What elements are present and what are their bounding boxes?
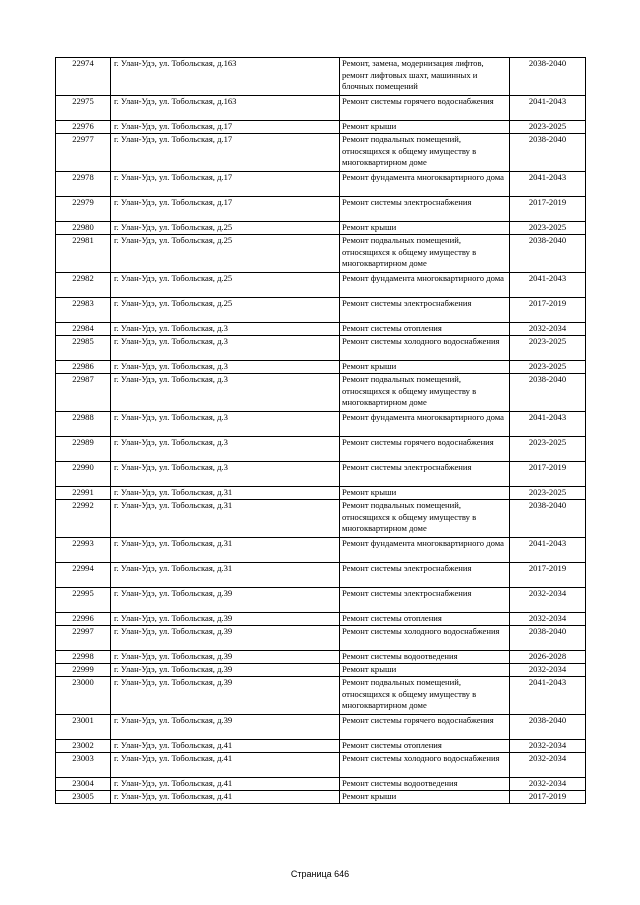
row-number: 22992: [56, 500, 111, 538]
row-work-type: Ремонт подвальных помещений, относящихся к общему имуществу в многоквартирном доме: [340, 500, 510, 538]
row-work-type: Ремонт крыши: [340, 791, 510, 804]
table-row: [56, 361, 586, 374]
row-period: 2038-2040: [510, 58, 586, 96]
row-number: 22991: [56, 487, 111, 500]
row-number: 22979: [56, 197, 111, 222]
table-row: [56, 273, 586, 298]
table-row: [56, 58, 586, 96]
row-address: г. Улан-Удэ, ул. Тобольская, д.31: [111, 538, 340, 563]
row-work-type: Ремонт крыши: [340, 361, 510, 374]
row-number: 22988: [56, 412, 111, 437]
row-period: 2032-2034: [510, 778, 586, 791]
table-row: [56, 222, 586, 235]
row-number: 22976: [56, 121, 111, 134]
table-row: [56, 336, 586, 361]
row-work-type: Ремонт системы электроснабжения: [340, 588, 510, 613]
row-address: г. Улан-Удэ, ул. Тобольская, д.39: [111, 626, 340, 651]
table-row: [56, 651, 586, 664]
row-period: 2023-2025: [510, 487, 586, 500]
table-row: [56, 197, 586, 222]
row-address: г. Улан-Удэ, ул. Тобольская, д.25: [111, 222, 340, 235]
row-number: 22995: [56, 588, 111, 613]
row-period: 2041-2043: [510, 273, 586, 298]
table-row: [56, 715, 586, 740]
row-work-type: Ремонт подвальных помещений, относящихся к общему имуществу в многоквартирном доме: [340, 235, 510, 273]
row-address: г. Улан-Удэ, ул. Тобольская, д.39: [111, 588, 340, 613]
row-period: 2026-2028: [510, 651, 586, 664]
row-period: 2041-2043: [510, 96, 586, 121]
table-row: [56, 588, 586, 613]
row-address: г. Улан-Удэ, ул. Тобольская, д.39: [111, 651, 340, 664]
row-address: г. Улан-Удэ, ул. Тобольская, д.31: [111, 500, 340, 538]
row-work-type: Ремонт, замена, модернизация лифтов, ремонт лифтовых шахт, машинных и блочных помещений: [340, 58, 510, 96]
row-period: 2041-2043: [510, 412, 586, 437]
row-period: 2032-2034: [510, 588, 586, 613]
row-number: 22984: [56, 323, 111, 336]
table-row: [56, 677, 586, 715]
table-row: [56, 626, 586, 651]
row-number: 23002: [56, 740, 111, 753]
row-number: 22986: [56, 361, 111, 374]
row-period: 2023-2025: [510, 336, 586, 361]
row-number: 22975: [56, 96, 111, 121]
row-address: г. Улан-Удэ, ул. Тобольская, д.3: [111, 462, 340, 487]
row-period: 2038-2040: [510, 235, 586, 273]
row-work-type: Ремонт системы электроснабжения: [340, 197, 510, 222]
table-row: [56, 563, 586, 588]
row-address: г. Улан-Удэ, ул. Тобольская, д.3: [111, 437, 340, 462]
table-row: [56, 121, 586, 134]
table-row: [56, 323, 586, 336]
row-work-type: Ремонт системы холодного водоснабжения: [340, 336, 510, 361]
table-row: [56, 778, 586, 791]
row-address: г. Улан-Удэ, ул. Тобольская, д.25: [111, 235, 340, 273]
row-work-type: Ремонт подвальных помещений, относящихся к общему имуществу в многоквартирном доме: [340, 134, 510, 172]
works-table: [55, 57, 586, 804]
row-period: 2023-2025: [510, 437, 586, 462]
row-number: 22996: [56, 613, 111, 626]
row-number: 22993: [56, 538, 111, 563]
row-work-type: Ремонт системы горячего водоснабжения: [340, 715, 510, 740]
table-row: [56, 664, 586, 677]
row-period: 2017-2019: [510, 791, 586, 804]
row-work-type: Ремонт системы электроснабжения: [340, 462, 510, 487]
row-number: 22990: [56, 462, 111, 487]
row-address: г. Улан-Удэ, ул. Тобольская, д.39: [111, 613, 340, 626]
table-body: [56, 58, 586, 804]
table-row: [56, 500, 586, 538]
row-address: г. Улан-Удэ, ул. Тобольская, д.3: [111, 374, 340, 412]
row-address: г. Улан-Удэ, ул. Тобольская, д.39: [111, 677, 340, 715]
row-period: 2023-2025: [510, 361, 586, 374]
row-period: 2038-2040: [510, 715, 586, 740]
row-period: 2023-2025: [510, 121, 586, 134]
row-number: 22983: [56, 298, 111, 323]
row-work-type: Ремонт системы горячего водоснабжения: [340, 96, 510, 121]
row-work-type: Ремонт системы отопления: [340, 740, 510, 753]
row-address: г. Улан-Удэ, ул. Тобольская, д.17: [111, 121, 340, 134]
row-number: 22977: [56, 134, 111, 172]
row-work-type: Ремонт фундамента многоквартирного дома: [340, 172, 510, 197]
row-number: 22997: [56, 626, 111, 651]
row-period: 2041-2043: [510, 538, 586, 563]
row-period: 2017-2019: [510, 197, 586, 222]
row-work-type: Ремонт системы электроснабжения: [340, 563, 510, 588]
table-row: [56, 791, 586, 804]
row-number: 22980: [56, 222, 111, 235]
row-address: г. Улан-Удэ, ул. Тобольская, д.39: [111, 715, 340, 740]
row-work-type: Ремонт подвальных помещений, относящихся к общему имуществу в многоквартирном доме: [340, 374, 510, 412]
row-work-type: Ремонт системы водоотведения: [340, 651, 510, 664]
row-period: 2032-2034: [510, 753, 586, 778]
table-row: [56, 134, 586, 172]
row-work-type: Ремонт крыши: [340, 664, 510, 677]
row-address: г. Улан-Удэ, ул. Тобольская, д.25: [111, 298, 340, 323]
row-work-type: Ремонт крыши: [340, 222, 510, 235]
row-address: г. Улан-Удэ, ул. Тобольская, д.31: [111, 563, 340, 588]
row-address: г. Улан-Удэ, ул. Тобольская, д.163: [111, 58, 340, 96]
row-work-type: Ремонт системы водоотведения: [340, 778, 510, 791]
row-number: 23000: [56, 677, 111, 715]
row-number: 22981: [56, 235, 111, 273]
row-period: 2032-2034: [510, 323, 586, 336]
row-period: 2032-2034: [510, 664, 586, 677]
table-row: [56, 96, 586, 121]
row-period: 2038-2040: [510, 500, 586, 538]
row-number: 23004: [56, 778, 111, 791]
table-row: [56, 374, 586, 412]
row-address: г. Улан-Удэ, ул. Тобольская, д.17: [111, 197, 340, 222]
row-number: 23001: [56, 715, 111, 740]
row-work-type: Ремонт системы электроснабжения: [340, 298, 510, 323]
row-work-type: Ремонт системы холодного водоснабжения: [340, 753, 510, 778]
row-number: 22998: [56, 651, 111, 664]
table-row: [56, 437, 586, 462]
row-address: г. Улан-Удэ, ул. Тобольская, д.41: [111, 753, 340, 778]
row-number: 22985: [56, 336, 111, 361]
row-period: 2017-2019: [510, 462, 586, 487]
row-number: 22999: [56, 664, 111, 677]
row-period: 2038-2040: [510, 626, 586, 651]
row-number: 22989: [56, 437, 111, 462]
row-period: 2038-2040: [510, 374, 586, 412]
row-address: г. Улан-Удэ, ул. Тобольская, д.17: [111, 134, 340, 172]
row-number: 22978: [56, 172, 111, 197]
row-work-type: Ремонт фундамента многоквартирного дома: [340, 273, 510, 298]
row-period: 2041-2043: [510, 677, 586, 715]
row-work-type: Ремонт крыши: [340, 121, 510, 134]
page-number: Страница 646: [290, 869, 350, 879]
row-address: г. Улан-Удэ, ул. Тобольская, д.39: [111, 664, 340, 677]
row-work-type: Ремонт подвальных помещений, относящихся к общему имуществу в многоквартирном доме: [340, 677, 510, 715]
row-period: 2032-2034: [510, 740, 586, 753]
row-work-type: Ремонт фундамента многоквартирного дома: [340, 412, 510, 437]
row-address: г. Улан-Удэ, ул. Тобольская, д.3: [111, 336, 340, 361]
row-address: г. Улан-Удэ, ул. Тобольская, д.163: [111, 96, 340, 121]
row-work-type: Ремонт системы холодного водоснабжения: [340, 626, 510, 651]
table-row: [56, 538, 586, 563]
table-row: [56, 753, 586, 778]
table-row: [56, 412, 586, 437]
row-address: г. Улан-Удэ, ул. Тобольская, д.25: [111, 273, 340, 298]
row-address: г. Улан-Удэ, ул. Тобольская, д.31: [111, 487, 340, 500]
row-number: 22987: [56, 374, 111, 412]
table-row: [56, 487, 586, 500]
row-number: 23003: [56, 753, 111, 778]
row-address: г. Улан-Удэ, ул. Тобольская, д.41: [111, 778, 340, 791]
row-work-type: Ремонт системы горячего водоснабжения: [340, 437, 510, 462]
row-number: 23005: [56, 791, 111, 804]
row-number: 22982: [56, 273, 111, 298]
table-row: [56, 298, 586, 323]
row-address: г. Улан-Удэ, ул. Тобольская, д.17: [111, 172, 340, 197]
row-number: 22974: [56, 58, 111, 96]
row-work-type: Ремонт фундамента многоквартирного дома: [340, 538, 510, 563]
row-period: 2038-2040: [510, 134, 586, 172]
row-address: г. Улан-Удэ, ул. Тобольская, д.41: [111, 740, 340, 753]
row-work-type: Ремонт системы отопления: [340, 323, 510, 336]
table-row: [56, 172, 586, 197]
row-period: 2017-2019: [510, 563, 586, 588]
row-work-type: Ремонт крыши: [340, 487, 510, 500]
row-address: г. Улан-Удэ, ул. Тобольская, д.41: [111, 791, 340, 804]
row-work-type: Ремонт системы отопления: [340, 613, 510, 626]
row-period: 2023-2025: [510, 222, 586, 235]
row-period: 2017-2019: [510, 298, 586, 323]
table-row: [56, 235, 586, 273]
row-address: г. Улан-Удэ, ул. Тобольская, д.3: [111, 412, 340, 437]
table-row: [56, 462, 586, 487]
row-number: 22994: [56, 563, 111, 588]
row-period: 2041-2043: [510, 172, 586, 197]
row-address: г. Улан-Удэ, ул. Тобольская, д.3: [111, 323, 340, 336]
table-row: [56, 740, 586, 753]
table-row: [56, 613, 586, 626]
row-address: г. Улан-Удэ, ул. Тобольская, д.3: [111, 361, 340, 374]
row-period: 2032-2034: [510, 613, 586, 626]
